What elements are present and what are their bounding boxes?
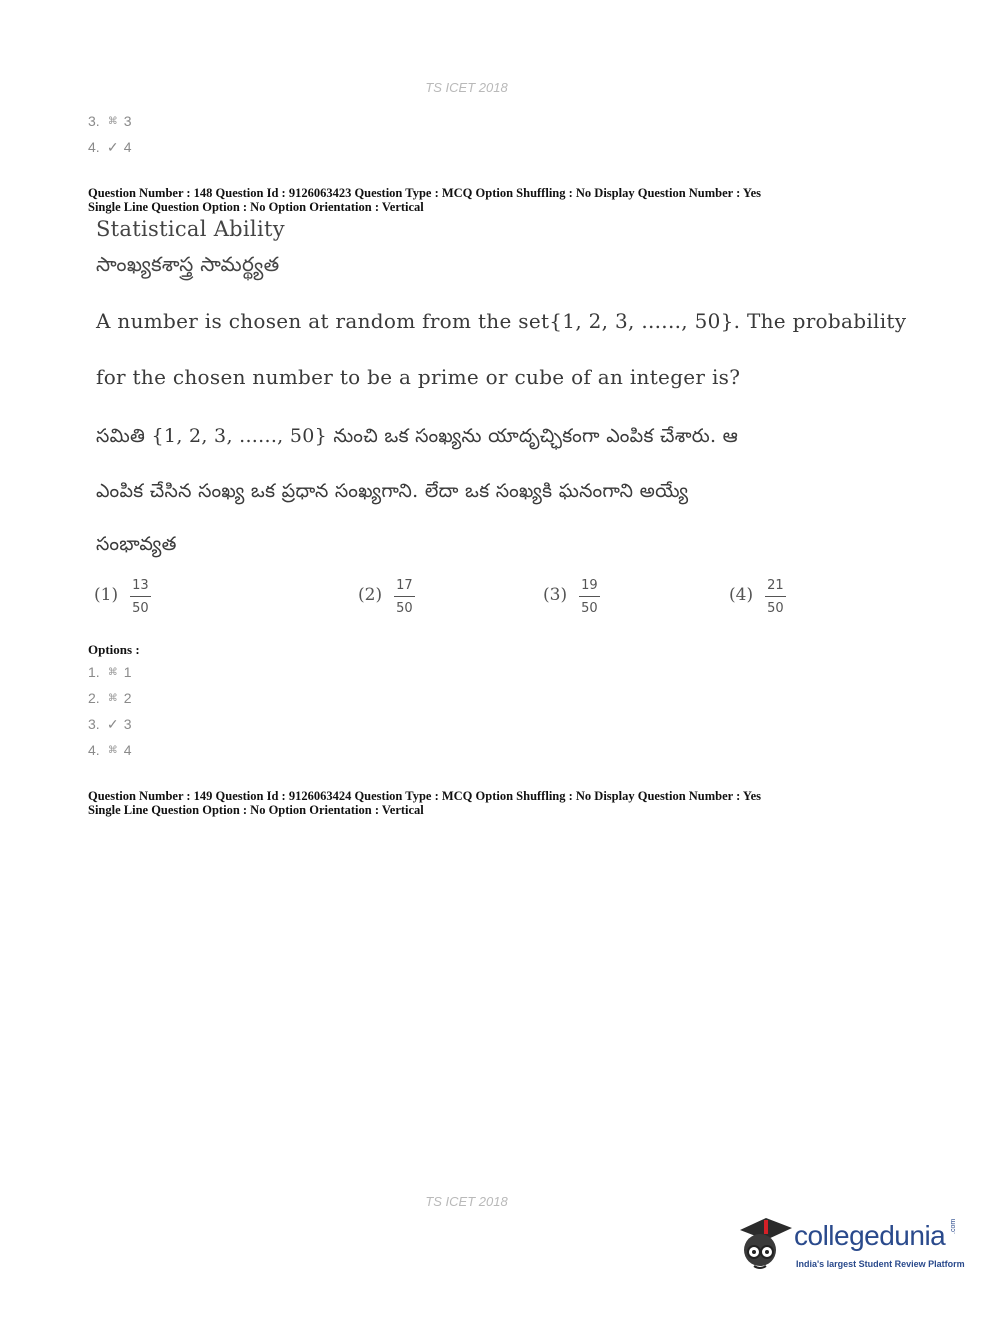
option-row bbox=[88, 716, 131, 733]
footer-watermark: TS ICET 2018 bbox=[425, 1194, 508, 1209]
choice-label: (1) bbox=[94, 585, 119, 605]
option-value: 4 bbox=[123, 139, 132, 155]
option-number: 3. bbox=[88, 113, 100, 129]
choice-label: (3) bbox=[543, 585, 568, 605]
fraction-numerator: 21 bbox=[765, 578, 786, 597]
option-number: 1. bbox=[88, 664, 100, 680]
fraction-denominator: 50 bbox=[132, 601, 149, 616]
excluded-mark-icon: ⌘ bbox=[107, 116, 118, 127]
choice-1 bbox=[94, 578, 151, 617]
question-text-te-line-3: సంభావ్యత bbox=[96, 533, 177, 555]
question-text-en-line-1: A number is chosen at random from the set{1, 2, 3, ......, 50}. The probability bbox=[96, 309, 907, 333]
fraction-numerator: 13 bbox=[130, 578, 151, 597]
question-text-en-line-2: for the chosen number to be a prime or cube of an integer is? bbox=[96, 365, 741, 389]
choice-2 bbox=[358, 578, 415, 617]
fraction-denominator: 50 bbox=[581, 601, 598, 616]
fraction bbox=[765, 578, 786, 616]
option-number: 4. bbox=[88, 139, 100, 155]
fraction-numerator: 17 bbox=[394, 578, 415, 597]
option-number: 2. bbox=[88, 690, 100, 706]
prev-option-row bbox=[88, 139, 131, 156]
option-row bbox=[88, 742, 131, 758]
option-row bbox=[88, 664, 131, 680]
logo-tagline: India's largest Student Review Platform bbox=[796, 1259, 965, 1269]
header-watermark: TS ICET 2018 bbox=[425, 80, 508, 95]
question-text-te-line-1: సమితి {1, 2, 3, ......, 50} నుంచి ఒక సంఖ్యను యాదృచ్ఛికంగా ఎంపిక చేశారు. ఆ bbox=[96, 425, 739, 447]
option-value: 1 bbox=[123, 664, 132, 680]
choice-label: (2) bbox=[358, 585, 383, 605]
check-mark-icon: ✓ bbox=[106, 716, 119, 732]
option-value: 3 bbox=[123, 716, 132, 732]
logo-wordmark: collegedunia bbox=[794, 1220, 946, 1251]
question-meta bbox=[88, 789, 761, 817]
choice-label: (4) bbox=[729, 585, 754, 605]
option-value: 4 bbox=[123, 742, 132, 758]
choice-4 bbox=[729, 578, 786, 617]
prev-option-row bbox=[88, 113, 131, 129]
question-meta-line-2: Single Line Question Option : No Option Orientation : Vertical bbox=[88, 803, 424, 817]
excluded-mark-icon: ⌘ bbox=[107, 693, 118, 704]
fraction-denominator: 50 bbox=[396, 601, 413, 616]
fraction bbox=[394, 578, 415, 616]
options-heading: Options : bbox=[88, 642, 140, 657]
check-mark-icon: ✓ bbox=[106, 139, 119, 155]
question-meta-line-1: Question Number : 148 Question Id : 9126063423 Question Type : MCQ Option Shuffling : No Display Question Number : Yes bbox=[88, 186, 761, 200]
fraction bbox=[579, 578, 600, 616]
excluded-mark-icon: ⌘ bbox=[107, 667, 118, 678]
question-meta-line-2: Single Line Question Option : No Option Orientation : Vertical bbox=[88, 200, 424, 214]
fraction bbox=[130, 578, 151, 616]
question-text-te-line-2: ఎంపిక చేసిన సంఖ్య ఒక ప్రధాన సంఖ్యగాని. లేదా ఒక సంఖ్యకి ఘనంగాని అయ్యే bbox=[96, 480, 689, 502]
mascot-icon bbox=[736, 1212, 794, 1278]
option-row bbox=[88, 690, 131, 706]
option-value: 2 bbox=[123, 690, 132, 706]
fraction-numerator: 19 bbox=[579, 578, 600, 597]
choice-3 bbox=[543, 578, 600, 617]
section-title-en: Statistical Ability bbox=[96, 217, 285, 241]
collegedunia-logo[interactable] bbox=[736, 1212, 966, 1282]
question-meta-line-1: Question Number : 149 Question Id : 9126063424 Question Type : MCQ Option Shuffling : No Display Question Number : Yes bbox=[88, 789, 761, 803]
option-number: 3. bbox=[88, 716, 100, 732]
excluded-mark-icon: ⌘ bbox=[107, 745, 118, 756]
fraction-denominator: 50 bbox=[767, 601, 784, 616]
option-value: 3 bbox=[123, 113, 132, 129]
option-number: 4. bbox=[88, 742, 100, 758]
logo-domain-suffix: .com bbox=[950, 1218, 957, 1234]
section-title-te: సాంఖ్యకశాస్త్ర సామర్థ్యత bbox=[96, 252, 280, 276]
question-meta bbox=[88, 186, 761, 214]
